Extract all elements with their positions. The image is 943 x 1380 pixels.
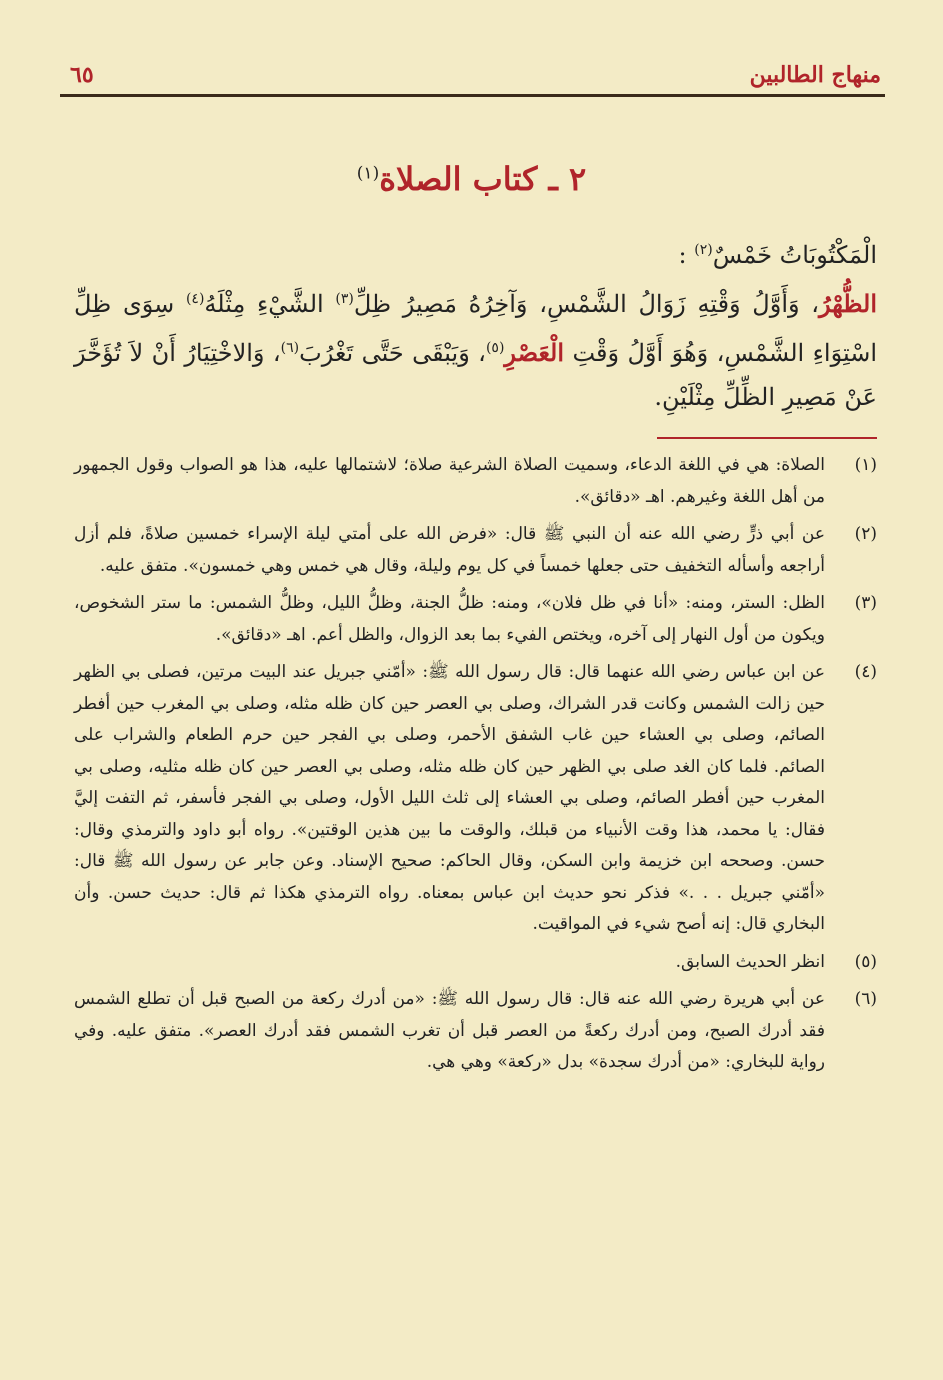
footnote bbox=[74, 947, 877, 979]
matn-ref-3: (٣) bbox=[335, 291, 354, 307]
footnote bbox=[74, 519, 877, 582]
matn-text-c: سِوَى ظِلِّ اسْتِوَاءِ الشَّمْسِ، وَهُوَ أَوَّلُ وَقْتِ bbox=[74, 290, 877, 367]
matn-text-d: ، وَيَبْقَى حَتَّى تَغْرُبَ bbox=[299, 339, 486, 367]
matn-ref-5: (٥) bbox=[485, 340, 505, 356]
matn-text-a: ، وَأَوَّلُ وَقْتِهِ زَوَالُ الشَّمْسِ، وَآخِرُهُ مَصِيرُ ظِلِّ bbox=[353, 290, 820, 318]
footnote-separator bbox=[657, 437, 877, 439]
matn-maktubat: الْمَكْتُوبَاتُ خَمْسٌ bbox=[712, 241, 877, 269]
matn-ref-4: (٤) bbox=[185, 291, 205, 307]
footnote-text: الصلاة: هي في اللغة الدعاء، وسميت الصلاة الشرعية صلاة؛ لاشتمالها عليه، هذا هو الصواب وقول الجمهور من أهل اللغة وغيرهم. اهـ «دقائق». bbox=[74, 455, 825, 507]
matn-paragraph-2 bbox=[74, 277, 877, 419]
matn-text-b: الشَّيْءِ مِثْلَهُ bbox=[204, 290, 336, 318]
matn-ref-6: (٦) bbox=[280, 340, 300, 356]
footnote-text: عن ابن عباس رضي الله عنهما قال: قال رسول الله ﷺ: «أمّني جبريل عند البيت مرتين، فصلى بي الظهر حين زالت الشمس وكانت قدر الشراك، وصلى بي العصر حين كان ظله مثله، وصلى بي المغرب حين أفطر الصائم، وصلى بي العشاء حين غاب الشفق الأحمر، وصلى بي الفجر حين حرم الطعام والشراب على الصائم. فلما كان الغد صلى بي الظهر حين كان ظله مثله، وصلى بي العصر حين كان ظله مثليه، وصلى بي المغرب حين أفطر الصائم، وصلى بي العشاء إلى ثلث الليل الأول، وصلى بي الفجر فأسفر، ثم التفت إليَّ فقال: يا محمد، هذا وقت الأنبياء من قبلك، والوقت ما بين هذين الوقتين». رواه أبو داود والترمذي وقال: حسن. وصححه ابن خزيمة وابن السكن، وقال الحاكم: صحيح الإسناد. وعن جابر عن رسول الله ﷺ قال: «أمّني جبريل . . .» فذكر نحو حديث ابن عباس بمعناه. رواه الترمذي هكذا ثم قال: حديث حسن. وأن البخاري قال: إنه أصح شيء في المواقيت. bbox=[74, 662, 825, 934]
matn-line-1 bbox=[74, 228, 877, 277]
matn-colon: : bbox=[678, 241, 687, 269]
footnote bbox=[74, 450, 877, 513]
matn-ref-2: (٢) bbox=[694, 242, 713, 258]
footnotes bbox=[74, 450, 877, 1085]
footnote-number: (٤) bbox=[854, 662, 877, 682]
chapter-note-ref: (١) bbox=[356, 163, 380, 184]
footnote bbox=[74, 657, 877, 941]
chapter-title bbox=[0, 160, 943, 198]
footnote-number: (٦) bbox=[854, 989, 877, 1009]
footnote-number: (٥) bbox=[854, 951, 877, 972]
running-header bbox=[70, 58, 881, 92]
footnote-number: (١) bbox=[854, 455, 877, 475]
footnote-text: انظر الحديث السابق. bbox=[675, 951, 825, 972]
main-text bbox=[74, 228, 877, 419]
page-number: ٦٥ bbox=[70, 62, 94, 88]
footnote-number: (٢) bbox=[854, 524, 877, 544]
footnote bbox=[74, 984, 877, 1079]
header-rule bbox=[60, 94, 885, 97]
footnote-number: (٣) bbox=[854, 593, 877, 613]
keyword-asr: الْعَصْرِ bbox=[504, 338, 565, 367]
footnote-text: عن أبي هريرة رضي الله عنه قال: قال رسول الله ﷺ: «من أدرك ركعة من الصبح قبل أن تطلع الشمس فقد أدرك الصبح، ومن أدرك ركعةً من العصر قبل أن تغرب الشمس فقد أدرك العصر». متفق عليه. وفي رواية للبخاري: «من أدرك سجدة» بدل «ركعة» وهي هي. bbox=[74, 989, 825, 1072]
footnote bbox=[74, 588, 877, 651]
keyword-zuhr: الظُّهْرُ bbox=[819, 289, 878, 318]
book-title: منهاج الطالبين bbox=[749, 62, 881, 88]
footnote-text: عن أبي ذرٍّ رضي الله عنه أن النبي ﷺ قال: «فرض الله على أمتي ليلة الإسراء خمسين صلاةً، فلم أزل أراجعه وأسأله التخفيف حتى جعلها خمساً في كل يوم وليلة، وقال هي خمس وهي خمسون». متفق عليه. bbox=[74, 524, 825, 576]
chapter-title-text: ٢ ـ كتاب الصلاة bbox=[379, 160, 587, 198]
footnote-text: الظل: الستر، ومنه: «أنا في ظل فلان»، ومنه: ظلُّ الجنة، وظلُّ الليل، وظلُّ الشمس: ما ستر الشخوص، ويكون من أول النهار إلى آخره، ويختص الفيء بما بعد الزوال، والظل أعم. اهـ «دقائق». bbox=[74, 593, 825, 645]
matn-text-e: ، وَالاخْتِيَارُ أَنْ لاَ تُؤَخَّرَ عَنْ مَصِيرِ الظِّلِّ مِثْلَيْنِ. bbox=[74, 339, 877, 411]
